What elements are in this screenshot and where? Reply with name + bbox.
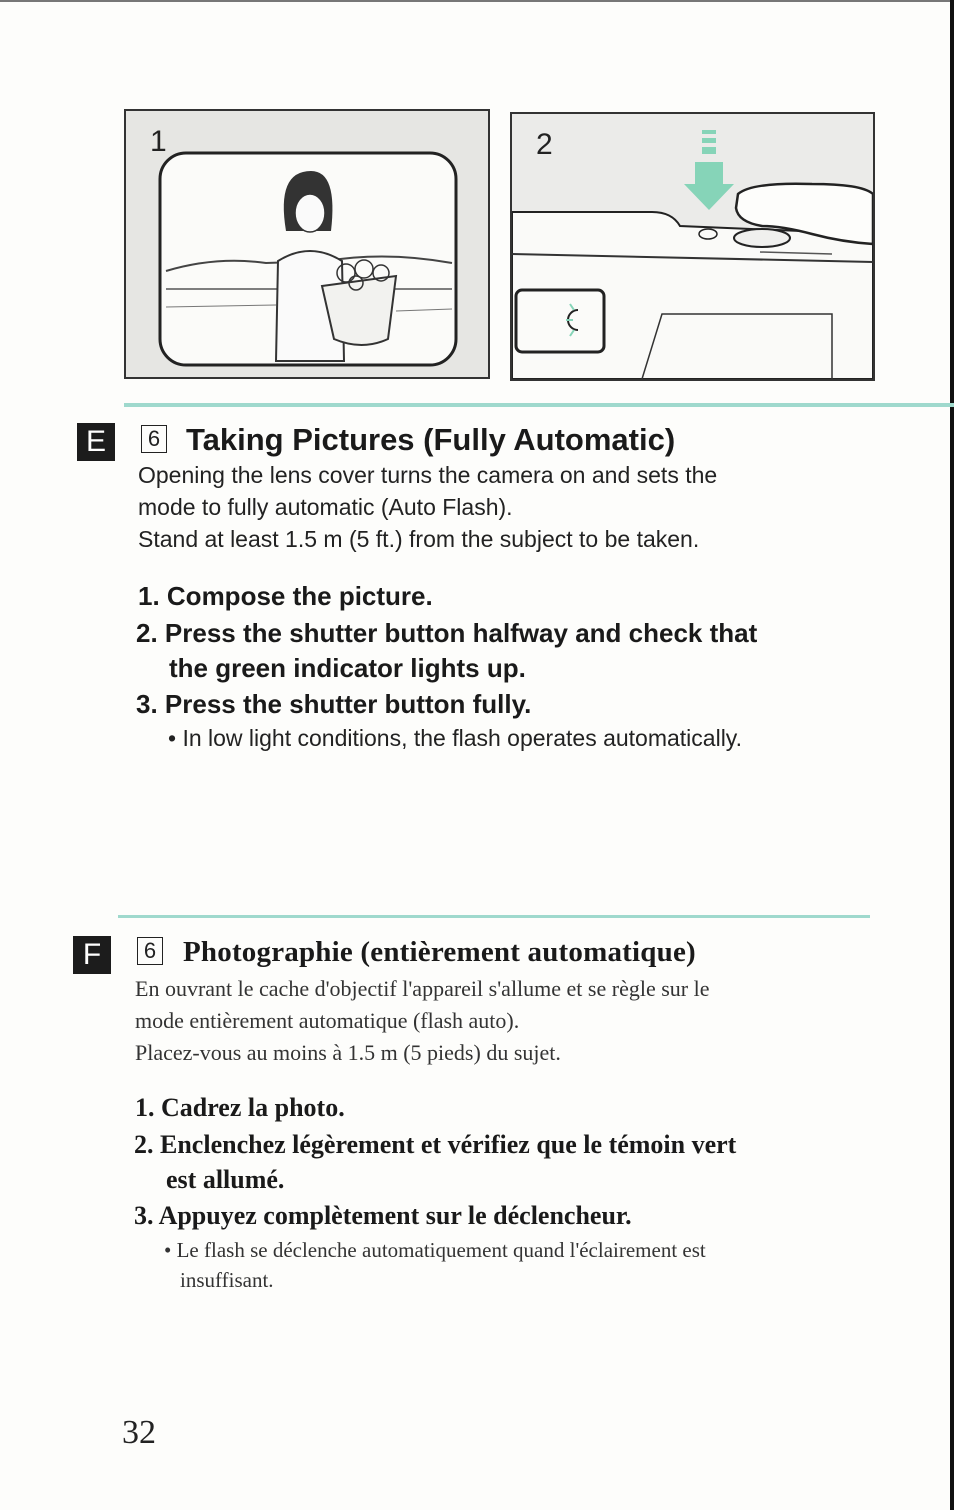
page-right-edge	[950, 0, 954, 1510]
section-title-english: Taking Pictures (Fully Automatic)	[186, 422, 676, 457]
section-divider-english	[124, 403, 954, 407]
step-item: 3. Press the shutter button fully.	[136, 689, 532, 719]
step-item: 1. Compose the picture.	[138, 581, 433, 611]
viewfinder-illustration	[126, 111, 488, 377]
shutter-press-illustration	[512, 114, 873, 379]
page-number: 32	[122, 1414, 156, 1451]
section-divider-french	[118, 915, 870, 918]
section-title-french: Photographie (entièrement automatique)	[183, 936, 696, 968]
step-item: 1. Cadrez la photo.	[135, 1093, 345, 1122]
language-badge-english: E	[77, 423, 115, 461]
step-number-box: 6	[137, 937, 163, 965]
step-item-continuation: est allumé.	[166, 1165, 285, 1194]
intro-line: Placez-vous au moins à 1.5 m (5 pieds) du sujet.	[135, 1040, 561, 1065]
note-bullet: • Le flash se déclenche automatiquement quand l'éclairement est	[164, 1238, 706, 1262]
intro-line: Opening the lens cover turns the camera on and sets the	[138, 462, 718, 488]
step-item: 2. Enclenchez légèrement et vérifiez que le témoin vert	[134, 1130, 737, 1159]
figure-press-shutter	[510, 112, 875, 381]
step-item: 3. Appuyez complètement sur le déclencheur.	[134, 1201, 632, 1230]
step-item-continuation: the green indicator lights up.	[169, 653, 526, 683]
step-number-box: 6	[141, 425, 167, 453]
note-bullet-continuation: insuffisant.	[180, 1268, 274, 1292]
intro-line: Stand at least 1.5 m (5 ft.) from the subject to be taken.	[138, 526, 700, 552]
intro-line: En ouvrant le cache d'objectif l'appareil s'allume et se règle sur le	[135, 976, 710, 1001]
page-top-edge	[0, 0, 954, 2]
figure-number-2: 2	[536, 128, 553, 161]
step-item: 2. Press the shutter button halfway and check that	[136, 618, 758, 648]
intro-line: mode to fully automatic (Auto Flash).	[138, 494, 513, 520]
intro-line: mode entièrement automatique (flash auto).	[135, 1008, 520, 1033]
figure-number-1: 1	[150, 125, 167, 158]
figure-compose-picture	[124, 109, 490, 379]
language-badge-french: F	[73, 936, 111, 974]
note-bullet: • In low light conditions, the flash operates automatically.	[168, 725, 742, 751]
